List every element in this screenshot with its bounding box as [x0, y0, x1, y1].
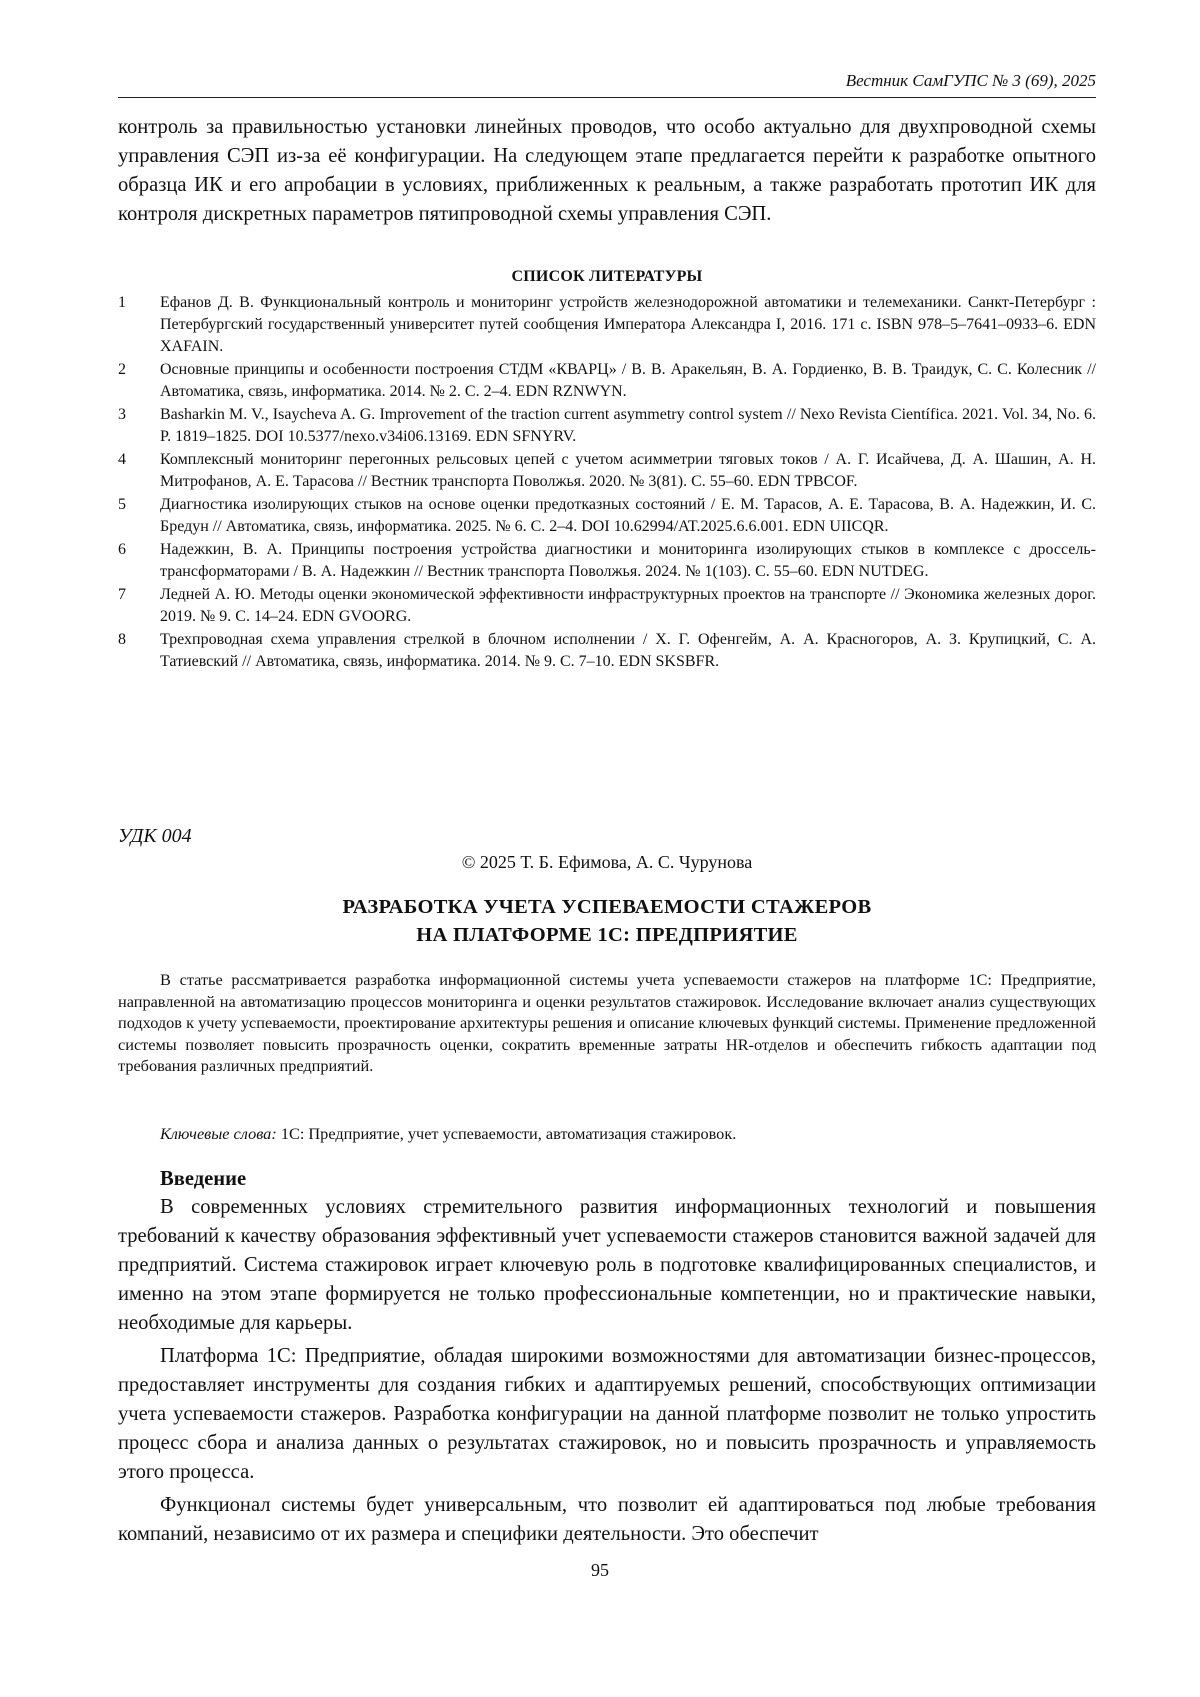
reference-text: Трехпроводная схема управления стрелкой в блочном исполнении / Х. Г. Офенгейм, А. А. Красногоров, А. З. Крупицкий, С. А. Татиевский // Автоматика, связь, информатика. 2014. № 9. С. 7–10. EDN SKSBFR.	[160, 631, 1096, 670]
keywords-text: 1С: Предприятие, учет успеваемости, автоматизация стажировок.	[280, 1124, 737, 1143]
reference-item	[118, 359, 1096, 403]
references-title: СПИСОК ЛИТЕРАТУРЫ	[511, 268, 703, 285]
reference-text: Надежкин, В. А. Принципы построения устройства диагностики и мониторинга изолирующих стыков в комплексе с дроссель-трансформаторами / В. А. Надежкин // Вестник транспорта Поволжья. 2024. № 1(103). С. 55–60. EDN NUTDEG.	[160, 541, 1096, 580]
article-title-line: РАЗРАБОТКА УЧЕТА УСПЕВАЕМОСТИ СТАЖЕРОВ	[342, 896, 872, 918]
reference-number: 6	[118, 541, 126, 558]
article-abstract: В статье рассматривается разработка информационной системы учета успеваемости стажеров на платформе 1С: Предприятие, направленной на автоматизацию процессов мониторинга и оценки результатов стажировок. Исследование включает анализ существующих подходов к учету успеваемости, проектирование архитектуры решения и описание ключевых функций системы. Применение предложенной системы позволяет повысить прозрачность оценки, сократить временные затраты HR-отделов и обеспечить гибкость адаптации под требования различных предприятий.	[118, 970, 1096, 1076]
reference-number: 3	[118, 406, 126, 423]
reference-item	[118, 404, 1096, 448]
reference-number: 7	[118, 586, 126, 603]
reference-item	[118, 629, 1096, 673]
reference-text: Комплексный мониторинг перегонных рельсовых цепей с учетом асимметрии тяговых токов / А. Г. Исайчева, Д. А. Шашин, А. Н. Митрофанов, А. Е. Тарасова // Вестник транспорта Поволжья. 2020. № 3(81). С. 55–60. EDN TPBCOF.	[160, 451, 1096, 490]
previous-article-continuation	[118, 113, 1096, 229]
header-rule	[118, 97, 1096, 98]
body-paragraph: Функционал системы будет универсальным, что позволит ей адаптироваться под любые требования компаний, независимо от их размера и специфики деятельности. Это обеспечит	[118, 1494, 1096, 1545]
reference-number: 2	[118, 361, 126, 378]
keywords-label: Ключевые слова:	[160, 1124, 277, 1143]
introduction-section	[118, 1165, 1096, 1553]
body-paragraph: В современных условиях стремительного развития информационных технологий и повышения требований к качеству образования эффективный учет успеваемости стажеров становится важной задачей для предприятий. Система стажировок играет ключевую роль в подготовке квалифицированных специалистов, и именно на этом этапе формируется не только профессиональные компетенции, но и практические навыки, необходимые для карьеры.	[118, 1196, 1096, 1334]
reference-list	[118, 268, 1096, 674]
running-header: Вестник СамГУПС № 3 (69), 2025	[845, 71, 1096, 90]
reference-item	[118, 494, 1096, 538]
reference-item	[118, 292, 1096, 358]
reference-text: Ледней А. Ю. Методы оценки экономической эффективности инфраструктурных проектов на транспорте // Экономика железных дорог. 2019. № 9. С. 14–24. EDN GVOORG.	[160, 586, 1096, 625]
continuation-paragraph: контроль за правильностью установки линейных проводов, что особо актуально для двухпроводной схемы управления СЭП из-за её конфигурации. На следующем этапе предлагается перейти к разработке опытного образца ИК и его апробации в условиях, приближенных к реальным, а также разработать прототип ИК для контроля дискретных параметров пятипроводной схемы управления СЭП.	[118, 116, 1096, 225]
reference-number: 8	[118, 631, 126, 648]
reference-text: Основные принципы и особенности построения СТДМ «КВАРЦ» / В. В. Аракельян, В. А. Гордиенко, В. В. Траидук, С. С. Колесник // Автоматика, связь, информатика. 2014. № 2. С. 2–4. EDN RZNWYN.	[160, 361, 1096, 400]
article-keywords	[160, 1124, 1096, 1144]
reference-item	[118, 584, 1096, 628]
reference-number: 5	[118, 496, 126, 513]
udk-code: УДК 004	[118, 825, 192, 847]
article-authors: © 2025 Т. Б. Ефимова, А. С. Чурунова	[461, 852, 753, 872]
article-title-line: НА ПЛАТФОРМЕ 1С: ПРЕДПРИЯТИЕ	[416, 924, 798, 946]
body-paragraph: Платформа 1С: Предприятие, обладая широкими возможностями для автоматизации бизнес-процессов, предоставляет инструменты для создания гибких и адаптируемых решений, способствующих оптимизации учета успеваемости стажеров. Разработка конфигурации на данной платформе позволит не только упростить процесс сбора и анализа данных о результатах стажировок, но и повысить прозрачность и управляемость этого процесса.	[118, 1345, 1096, 1483]
reference-text: Диагностика изолирующих стыков на основе оценки предотказных состояний / Е. М. Тарасов, А. Е. Тарасова, В. А. Надежкин, И. С. Бредун // Автоматика, связь, информатика. 2025. № 6. С. 2–4. DOI 10.62994/AT.2025.6.6.001. EDN UIICQR.	[160, 496, 1096, 535]
reference-item	[118, 449, 1096, 493]
reference-number: 1	[118, 294, 126, 311]
reference-item	[118, 539, 1096, 583]
reference-text: Basharkin M. V., Isaycheva A. G. Improvement of the traction current asymmetry control system // Nexo Revista Científica. 2021. Vol. 34, No. 6. P. 1819–1825. DOI 10.5377/nexo.v34i06.13169. EDN SFNYRV.	[160, 406, 1096, 445]
page-number: 95	[591, 1560, 609, 1580]
article-title	[118, 893, 1096, 949]
reference-number: 4	[118, 451, 126, 468]
introduction-heading: Введение	[160, 1168, 247, 1190]
reference-text: Ефанов Д. В. Функциональный контроль и мониторинг устройств железнодорожной автоматики и телемеханики. Санкт-Петербург : Петербургский государственный университет путей сообщения Императора Александра I, 2016. 171 с. ISBN 978–5–7641–0933–6. EDN XAFAIN.	[160, 294, 1096, 355]
